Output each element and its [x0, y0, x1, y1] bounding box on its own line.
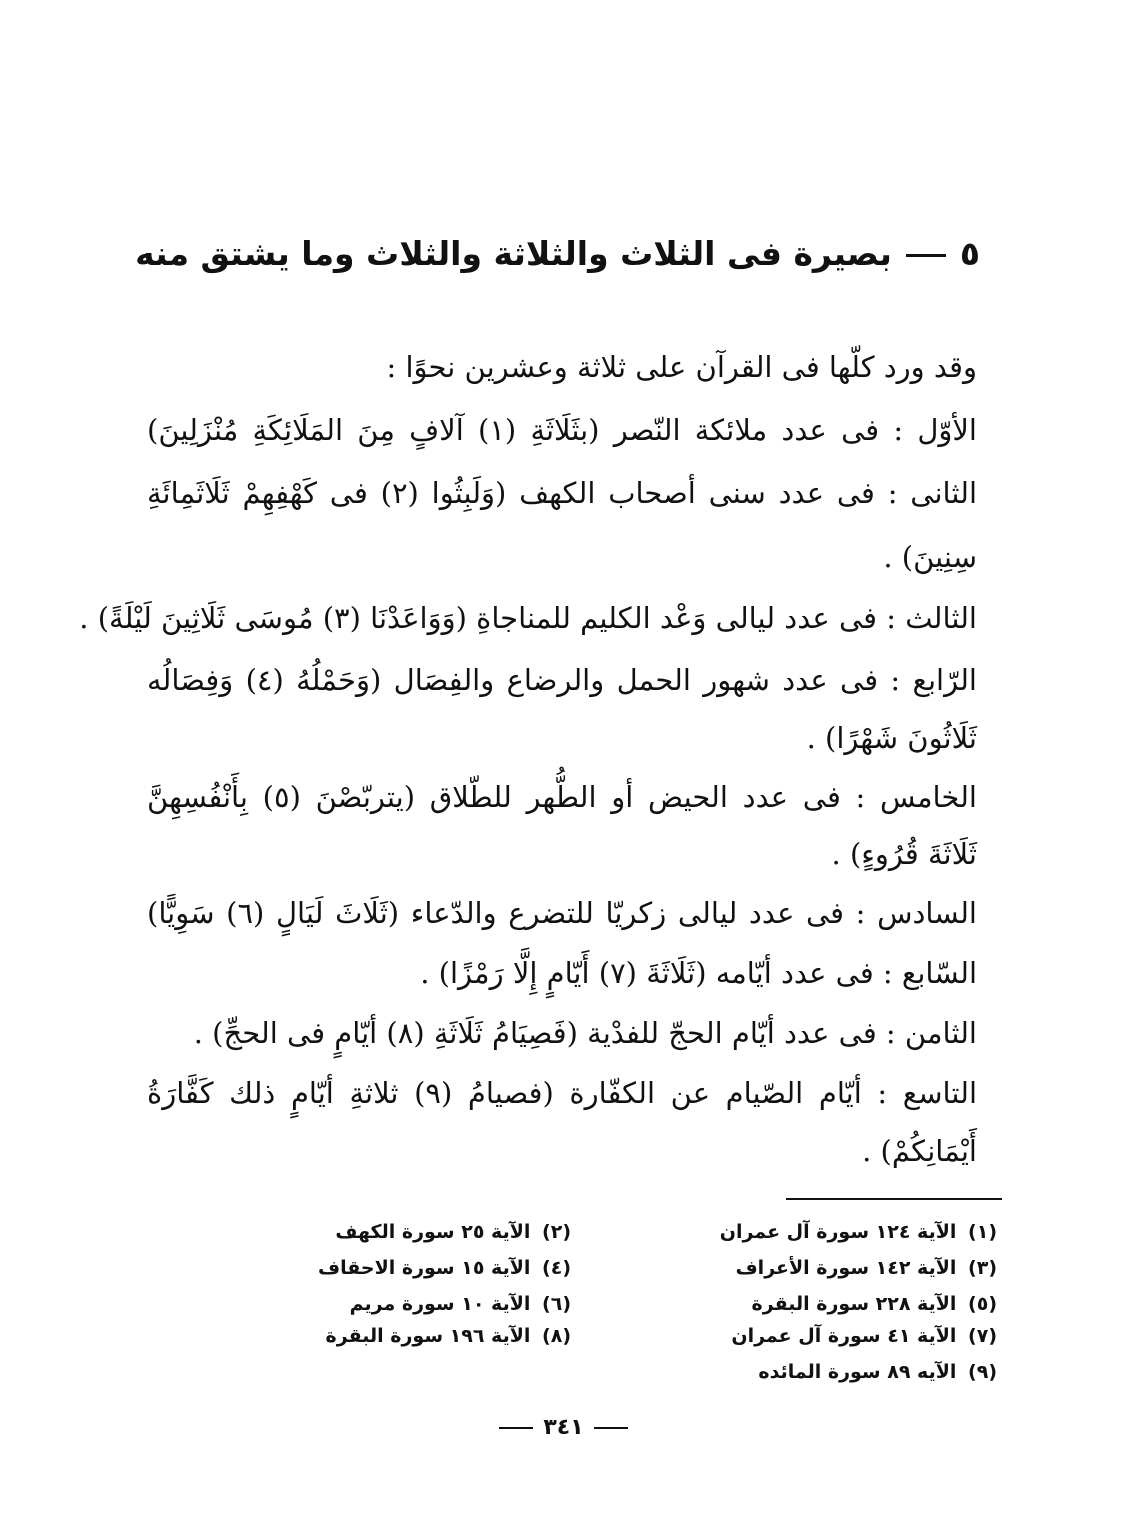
body-line: أَيْمَانِكُمْ) .: [862, 1134, 977, 1168]
page-number: [0, 1415, 1127, 1440]
page-number-dash: [594, 1427, 628, 1429]
body-line: ثَلَاثُونَ شَهْرًا) .: [806, 721, 977, 755]
body-line: التاسع : أيّام الصّيام عن الكفّارة (فصيامُ (٩) ثلاثةِ أيّامٍ ذلك كَفَّارَةُ: [147, 1076, 978, 1110]
body-line: ثَلَاثَةَ قُرُوءٍ) .: [831, 837, 977, 871]
body-line: وقد ورد كلّها فى القرآن على ثلاثة وعشرين نحوًا :: [386, 350, 977, 384]
footnote-mark: (٧): [968, 1325, 997, 1347]
footnote-mark: (٤): [542, 1257, 571, 1279]
body-line: السّابع : فى عدد أيّامه (ثَلَاثَةَ (٧) أَيّامٍ إِلَّا رَمْزًا) .: [420, 956, 977, 990]
footnote: [350, 1292, 571, 1316]
footnote-mark: (٥): [968, 1293, 997, 1315]
page-number-dash: [499, 1427, 533, 1429]
section-title: بصيرة فى الثلاث والثلاثة والثلاث وما يشتق منه: [135, 234, 892, 273]
section-number: ٥: [959, 234, 980, 273]
footnote-text: الآية ١٩٦ سورة البقرة: [325, 1325, 531, 1347]
body-line: الثانى : فى عدد سنى أصحاب الكهف (وَلَبِثُوا (٢) فى كَهْفِهِمْ ثَلَاثَمِائَةِ: [147, 476, 978, 510]
footnote: [731, 1324, 997, 1348]
footnote-mark: (١): [968, 1221, 997, 1243]
footnote-mark: (٢): [542, 1221, 571, 1243]
footnote-text: الآية ١٥ سورة الاحقاف: [318, 1257, 531, 1279]
body-line: الخامس : فى عدد الحيض أو الطُّهر للطّلاق (يتربّصْنَ (٥) بِأَنْفُسِهِنَّ: [147, 780, 977, 814]
footnote-text: الآية ١٤٢ سورة الأعراف: [735, 1257, 957, 1279]
footnote-mark: (٣): [968, 1257, 997, 1279]
footnote-separator: [786, 1198, 1002, 1200]
page-number-value: ٣٤١: [543, 1415, 584, 1440]
footnote-mark: (٨): [542, 1325, 571, 1347]
footnote: [720, 1220, 997, 1244]
footnote: [318, 1256, 571, 1280]
footnote: [752, 1292, 997, 1316]
section-heading: [135, 234, 980, 273]
footnote-text: الآية ٤١ سورة آل عمران: [731, 1325, 957, 1347]
footnote-text: الآية ٢٢٨ سورة البقرة: [751, 1293, 957, 1315]
body-line: سِنِينَ) .: [883, 540, 977, 574]
body-line: الثالث : فى عدد ليالى وَعْد الكليم للمناجاةِ (وَوَاعَدْنَا (٣) مُوسَى ثَلَاثِينَ لَيْلَةً) .: [79, 601, 977, 635]
body-line: السادس : فى عدد ليالى زكريّا للتضرع والدّعاء (ثَلَاثَ لَيَالٍ (٦) سَوِيًّا): [147, 896, 977, 930]
footnote-mark: (٦): [542, 1293, 571, 1315]
body-line: الثامن : فى عدد أيّام الحجّ للفدْية (فَصِيَامُ ثَلَاثَةِ (٨) أيّامٍ فى الحجِّ) .: [193, 1016, 977, 1050]
footnote: [335, 1220, 571, 1244]
footnote: [736, 1256, 997, 1280]
footnote-text: الآيه ٨٩ سورة المائده: [758, 1361, 957, 1383]
footnote-text: الآية ١٢٤ سورة آل عمران: [719, 1221, 957, 1243]
footnote: [758, 1360, 997, 1384]
footnote-mark: (٩): [968, 1361, 997, 1383]
heading-dash: [906, 254, 946, 257]
footnote-text: الآية ٢٥ سورة الكهف: [335, 1221, 531, 1243]
body-line: الأوّل : فى عدد ملائكة النّصر (بثَلَاثَةِ (١) آلافٍ مِنَ المَلَائِكَةِ مُنْزَلِينَ): [147, 413, 977, 447]
body-line: الرّابع : فى عدد شهور الحمل والرضاع والفِصَال (وَحَمْلُهُ (٤) وَفِصَالُه: [147, 663, 977, 697]
footnote: [326, 1324, 571, 1348]
footnote-text: الآية ١٠ سورة مريم: [349, 1293, 531, 1315]
